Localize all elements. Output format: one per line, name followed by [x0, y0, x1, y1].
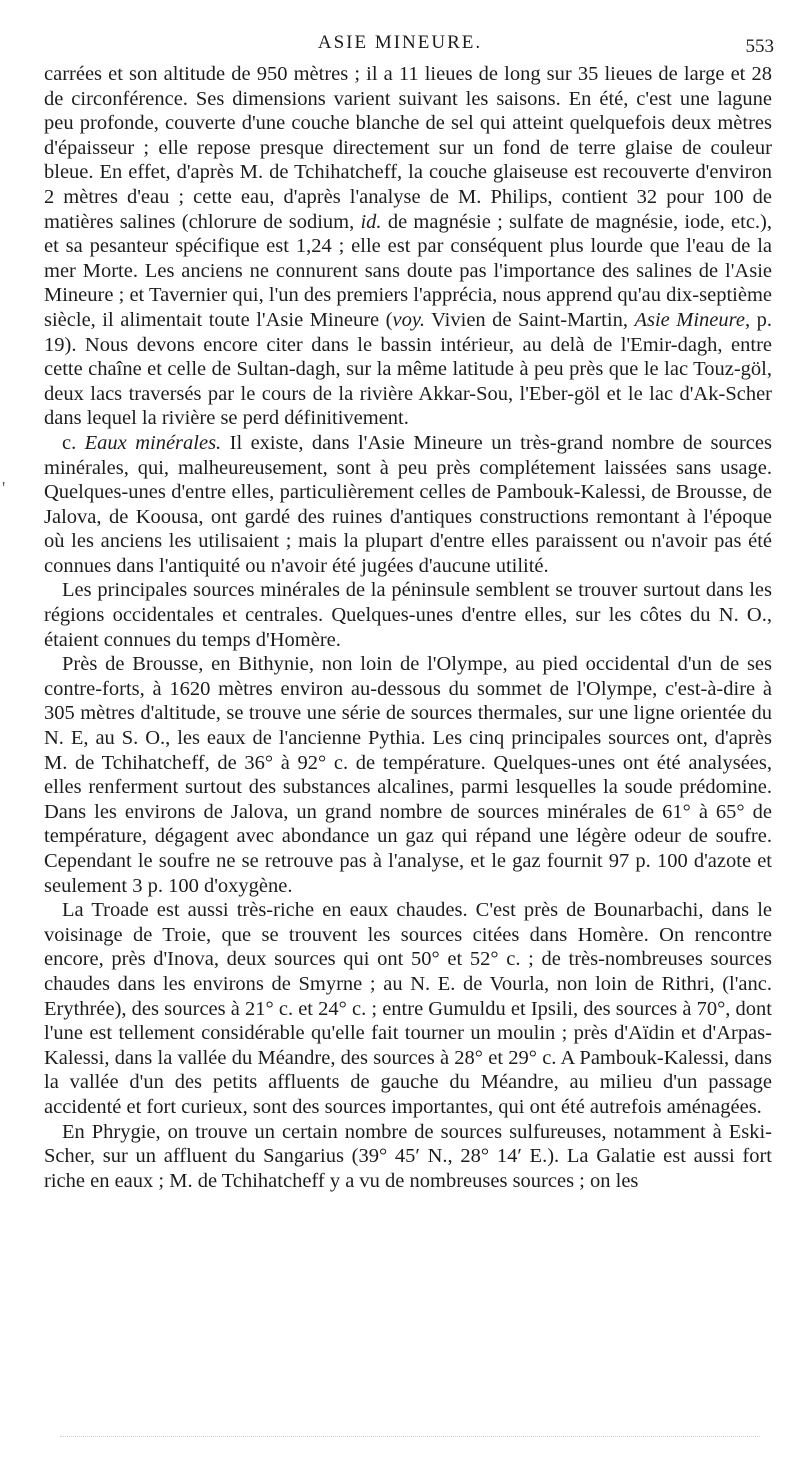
paragraph-phrygie-sources [44, 1120, 772, 1194]
text-run: Les principales sources minérales de la péninsule semblent se trouver surtout dans les régions occidentales et centrales. Quelques-unes d'entre elles, sur les côtes du N. O., étaient connues du temps d'Homère. [44, 579, 772, 651]
text-run: En Phrygie, on trouve un certain nombre de sources sulfureuses, notamment à Eski-Scher, sur un affluent du Sangarius (39° 45′ N., 28° 14′ E.). La Galatie est aussi fort riche en eaux ; M. de Tchihatcheff y a vu de nombreuses sources ; on les [44, 1120, 772, 1192]
page-number: 553 [745, 36, 774, 57]
paragraph-principal-sources [44, 578, 772, 652]
paragraph-mineral-waters-intro [44, 431, 772, 579]
running-title: ASIE MINEURE. [317, 32, 483, 53]
italic-text: id. [360, 210, 382, 233]
text-run: de magnésie ; sulfate de magnésie, iode, etc.), et sa pesanteur spécifique est 1,24 ; elle est par conséquent plus lourde que l'eau de la mer Morte. Les anciens ne connurent sans doute pas l'importance des salines de l'Asie Mineure ; et Tavernier qui, l'un des premiers l'apprécia, nous apprend qu'au dix-septième siècle, il alimentait toute l'Asie Mineure ( [44, 210, 772, 331]
bottom-page-marks [60, 1436, 760, 1443]
paragraph-brousse-sources [44, 652, 772, 898]
paragraph-troade-sources [44, 898, 772, 1119]
text-run: carrées et son altitude de 950 mètres ; il a 11 lieues de long sur 35 lieues de large et 28 de circonférence. Ses dimensions varient suivant les saisons. En été, c'est une lagune peu profonde, couverte d'une couche blanche de sel qui atteint quelquefois deux mètres d'épaisseur ; elle repose presque directement sur un fond de terre glaise de couleur bleue. En effet, d'après M. de Tchihatcheff, la couche glaiseuse est recouverte d'environ 2 mètres d'eau ; cette eau, d'après l'analyse de M. Philips, contient 32 pour 100 de matières salines (chlorure de sodium, [44, 63, 772, 233]
text-run: Près de Brousse, en Bithynie, non loin de l'Olympe, au pied occidental d'un de ses contre-forts, à 1620 mètres environ au-dessous du sommet de l'Olympe, c'est-à-dire à 305 mètres d'altitude, se trouve une série de sources thermales, sur une ligne orientée du N. E, au S. O., les eaux de l'ancienne Pythia. Les cinq principales sources ont, d'après M. de Tchihatcheff, de 36° à 92° c. de température. Quelques-unes ont été analysées, elles renferment surtout des substances alcalines, parmi lesquelles la soude prédomine. Dans les environs de Jalova, un grand nombre de sources minérales de 61° à 65° de température, dégagent avec abondance un gaz qui répand une légère odeur de soufre. Cependant le soufre ne se retrouve pas à l'analyse, et le gaz fournit 97 p. 100 d'azote et seulement 3 p. 100 d'oxygène. [44, 653, 772, 897]
italic-text: Eaux minérales. [84, 431, 222, 454]
margin-mark: ' [2, 478, 6, 498]
text-run: , p. 19). Nous devons encore citer dans le bassin intérieur, au delà de l'Emir-dagh, entre cette chaîne et celle de Sultan-dagh, sur la même latitude à peu près que le lac Touz-göl, deux lacs traversés par le cours de la rivière Akkar-Sou, l'Eber-göl et le lac d'Ak-Scher dans lequel la rivière se perd définitivement. [44, 308, 773, 430]
text-run: Il existe, dans l'Asie Mineure un très-grand nombre de sources minérales, qui, malheureusement, sont à peu près complétement laissées sans usage. Quelques-unes d'entre elles, particulièrement celles de Pambouk-Kalessi, de Brousse, de Jalova, de Koousa, ont gardé des ruines d'antiques constructions remontant à l'époque où les anciens les utilisaient ; mais la plupart d'entre elles paraissent ou n'avoir pas été connues dans l'antiquité ou n'avoir été jugées d'aucune utilité. [44, 431, 772, 577]
body-text [44, 62, 772, 1193]
text-run: c. [62, 431, 85, 454]
italic-text: voy. [392, 308, 425, 331]
paragraph-lake-description [44, 62, 772, 431]
text-run: La Troade est aussi très-riche en eaux chaudes. C'est près de Bounarbachi, dans le voisinage de Troie, que se trouvent les sources citées dans Homère. On rencontre encore, près d'Inova, deux sources qui ont 50° et 52° c. ; de très-nombreuses sources chaudes dans les environs de Smyrne ; au N. E. de Vourla, non loin de Rithri, (l'anc. Erythrée), des sources à 21° c. et 24° c. ; entre Gumuldu et Ipsili, des sources à 70°, dont l'une est tellement considérable qu'elle fait tourner un moulin ; près d'Aïdin et d'Arpas-Kalessi, dans la vallée du Méandre, des sources à 28° et 29° c. A Pambouk-Kalessi, dans la vallée d'un des petits affluents de gauche du Méandre, au milieu d'un passage accidenté et fort curieux, sont des sources importantes, qui ont été autrefois aménagées. [44, 899, 772, 1118]
page-header [0, 32, 800, 56]
text-run: Vivien de Saint-Martin, [424, 308, 635, 331]
italic-text: Asie Mineure [634, 308, 745, 331]
